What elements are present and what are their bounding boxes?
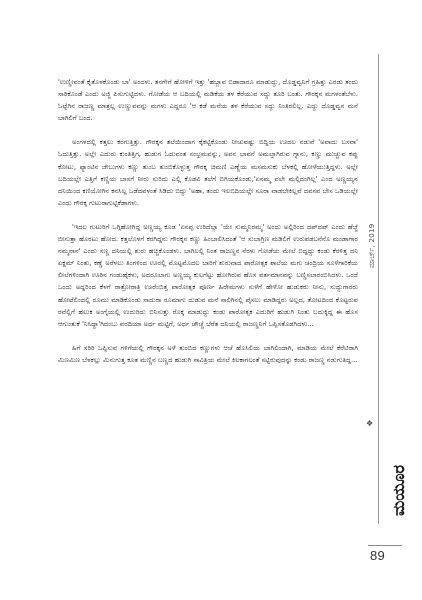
mayura-logo (386, 440, 408, 518)
logo-text: ಮಯೂರ (389, 464, 408, 516)
page-number: 89 (370, 548, 386, 563)
sidebar-divider (378, 54, 379, 524)
footer-divider (368, 545, 402, 546)
article-body (58, 76, 358, 366)
paragraph-3: 'ಇದಲ ಗುಟುರಿಗೆ ಒಗ್ಗಿಹೋಗಿದ್ದ ಅಣ್ಣಯ್ಯ ಕೂಡ 'ಏನಪ್ಪ ಉರಿದೆಲ್ಲಾ 'ಯೇ ಸುಮ್ಮನಿರಮ್ಮ' ಅಂದು ಅಲ್ಲಿರಿಂದ ದಪ್‌ದಪ್ ಎಂದು ಹೆಜ್ಜೆ ಬೀಸುತ್ತಾ ಹೊರಟು ಹೋದ. ಕತ್ತಲೊಳಗೆ ಕರಗಿದ್ದನು ಗೌರಕ್ಕನ ಕಣ್ಣು ಹಿಂಬಾಲಿಸಿದಂತೆ 'ಆ ಸುಬಾಗ್ರಿಣ ಮಡಿಲಿಗೆ ಉರುಪಡಬನೆನೊ ಮಂಡಾಗಾರ ನಮ್ಮನಾನ' ಎಂದು ಸಣ್ಣ ದನಿಯಲ್ಲಿ ಶುರು ಹಚ್ಚಿಕೊಂಡಳು. ಬಾಗಿಲಲ್ಲಿ ನಿಂತ ರಾಜಣ್ಣನ ನೆರಳು ಗೋಡೆಯ ಮೇಲೆ ಬಿದ್ದದ್ದು ಕಂಡು ಕೆರಳಿತ್ತ ದನಿ ಏಕ್ದಮ್ ನಿಂತು, ಕಣ್ಣೆ ಅರೆಳಲು ತಿಂಗಳಿಂದ ಊರಲ್ಲಿ ಮೊಟ್ಟಮೊದಲ ಬಾರಿಗೆ ಶುರುವಾದ ಪಾರೋತ್ಸಕ ಶಾಲೆಯ ಮಗು ಚಂದ್ರಿಯ ಸೂಳೆಗಾರಿಕೆಯ ಲೀಲೆಗಳಿಂದಾಗಿ ಊರಿನ ಗಂಡುಹೈಕಳು, ಅದರೂಲಾಗು ಅಣ್ಣಯ್ಯ ಕುಲಗೆಟ್ಟು ಹೋಗಿರುವ ಹೊಸ ವರ್ತಮಾನವನ್ನು ಬಣ್ಣಿಸಲಾರಂಬಿಸಿದಳು. ಒಂದೆ ಒಂದು ಅದ್ದರಿಂದ ಕೆಳಗೆ ರಾತ್ರೋರಾತ್ರಿ ಊರೆಂಬಿತ್ತ ಪಾರೋತ್ಸಕ ಪೂರ್ಣ ಹಿರೇಮಗಳು ಸುಳೆಗೆ ಹೇಳೋ ಹುಡುಕರು ನೀನು, ಸುದ್ದುಗಾರರು ಹೋಟೆಲಿಂದಲ್ಲಿ ರೂಮು ಮಾಡಿಕೊಂಡು ಸಾದುರಾ ರೂಮಾಗು ದುಡುವ ಮನೆ ಸಾಲಿಗಿನಲ್ಲಿ ಪೈಸಲು ಮಾಡಿದ್ದರು ಅಲ್ಲದ, ತೋಟದಿಂದ ಕೊಟ್ಟರುವ ರವೆಲ್ಲಿಗೆ ಹಲುಕ ಅಂಗೈಯಲ್ಲಿ ಉದುರಿದು ಬಿನಿಸುತ್ತು ರೊಕ್ಕ ಮಾಡುದ್ದು ಕಂಡು ಪಾರೋತ್ಸಕ ಎದುರಿಗೆ ಹುಡುಗಿ ನಿಂತು ಬದುಕ್ಕಿದ್ದ ಈ ಹೊಸ ಆಗುಂತುಕೆ 'ನಿಸಿದ್ಧಾ'ಗಿದಂಬು ವರದಿಯಾ ಅರ್ಧ ಮಟ್ಟಿಗೆ, ಅರ್ಧ ಚೌಚ್ಚೆ ಬೆರೆತ ದನಿಯಲ್ಲಿ ರಾಜಣ್ಣನಿಗೆ ಒಪ್ಪಿಸತೊಡಗಿದಳು... (58, 222, 358, 328)
paragraph-2: ಅಂಗಳದಲ್ಲಿ ಕತ್ತಲು ಕರಗುತ್ತಿತ್ತು. ಗೌರಕ್ಕನ ತಲೆಯಿಂದಾಗ ಕೈಕಟ್ಟಿಕೊಂಡು ನೀಚುವಷ್ಟು ಬಿದ್ದಿಯ ಊದಲ ನಡುವೆ 'ಅವಾದು ಬಸವಾ' ಓದುತ್ತಿತ್ತು. ಅಲ್ಲೇ ಎದುರು ಕುಂತಿತ್ತಿಗ, ಹುಡುಗ ಓದುವಂತ ಸಂಭ್ರಮವನ್ನು, ಅವನ ಭಾವನೆ ಅಮಲ್ತಾಗಿರುವ ಗ್ನಾನು, ಕಣ್ಣು ಮುಚ್ಚುವ ಕಪ್ಪು ಕೋಟು, ಫ್ಯಾಂಟಿನ ಜೇಬುಗಳು ಕಣ್ಣು ತುಂಬ ತುಂಬಿಕೊಳ್ಳುತ್ತ ಗೌರಕ್ಕ ಚಿಮಣಿ ಎಣ್ಣೆಯ ಮಸಮಸುಕು ಬೆಳಕಲ್ಲಿ ಹೋಳೆಯುತ್ತಿದ್ದಳು. ಅಲ್ಲೇ ಬದಿಯಲ್ಲೇ ಎತ್ತಿಗೆ ಕಣ್ಣಿಯ ಬಾಸಗೆ ನೀರು ಸುರಿದು ಎಲ್ಲಿ ಕೊಡವಿ ತಲೆಗೆ ಬಿಗಿಯಕೊಂಡು,'ಏನಮ್ಮ ವಲೇ ಮಲ್ಗಿದಂಗಿಲ್ಲ' ಎಂದ ಅಣ್ಣಯ್ಯನ ದನಿಯಿಂದ ಕಣಿಯೋಗಿನ ಕನಸಿಲ್ಲ ಒಡೆದವಳಂತೆ ಸಿಡಿದು ಬಿದ್ದು 'ಅಹಾ, ತಂದು ಇಲಬಿದಿಯಲ್ಲೇ ಸೂರಾ ವಾಡಬೇಕಿಲ್ಲವೆ ದವಸವ ಬೇಸ ಒಡಿಯಲ್ಲೇ ಎಂದು ಗೌರಕ್ಕ ಗುಟುರಾಗುಟ್ಟಿಕೆಡಾಗಳು. (58, 138, 358, 207)
issue-date: ಮಾರ್ಚ್, 2019 (368, 223, 376, 268)
paragraph-4: ಹಿಗೆ ಸರಿರಿ ಒಪ್ಪಿಸುವ ಗಳಿಗೆಯಲ್ಲಿ ಗೌರಕ್ಕನ ಅಳೆ ತುಂಬಿದ ಕಣ್ಣುಗಳು ಆಚೆ ಹೊಸಿಲಿಯ ಬಾಗಿಲಿಂದಾಗಿ, ಮಾಡಿಯ ಮೇಲೆ ಕೆರೆಟಿರಾಗಿ ಮಿಣಮಿಣ ಬೆಳಕಲ್ಲು ಮಿನುಗುತ್ತ ಕೂತ ಮಣ್ಣಿನ ಬಣ್ಣದ ಹುಡುಗಿ ಸಾವಿತ್ರಿಯ ಮೇಲೆ ಕಿಲಕಾಗಲಂತೆ ಸಟ್ಟಿರುವುದನ್ನು ಕಂಡು ರಾಜಣ್ಣ ನಡುಗುತಿದ್ದ... (58, 343, 358, 364)
paragraph-1: 'ಉಣ್ಣೀವಂತೆ ಕೈತೊಳಕೊಂಡು ಬಾ' ಅಂದಳು. ತನಗೇಗೆ ಹೋಳಿಗೆ ಇತ್ತು 'ಹಬ್ಬಾವ ಬಿಡಾದಾರೂ ಮಾಡುದ್ದು, ದೊಡ್ಡವ್ವನಿಗೆ ಗ್ರಹಿತ್ತು ಎರಡು ತಂದು ಸಾರಿಕೊಂಡೆ ಎಂದು ಅಜ್ಜಿ ಪಿಸುಗುಟ್ಟಿದಳು. ಗೋಡೆಯ ಆ ಬದಿಯಲ್ಲಿ ಮಡಿಕೆಯ ತಳ ಕೆರೆಯುವ ಸದ್ದು ತೂರಿ ಬಂತು. ಗೌರಕ್ಕನ ಮಗಳಂತೆಬೆಳು. ಓಟ್ಟೆಗಿನ ರಾಜಣ್ಣ ಮಾತ್ರಲ್ಲ ಉಣ್ಣುವವನ್ನು ಮಗಳು ಎದ್ದರೂ 'ಆ ಕಡೆ ಮನೆಯ ತಳ ಕೆರೆಯುವ ಸದ್ದು ನಿಂತಿರಲಿಲ್ಲ. ಎದ್ದು ದೊಡ್ಡವ್ವನ ಮನೆ ಬಾಗಿಲಿಗೆ ಬಂದ. (58, 78, 358, 123)
ornament-icon: ❖ (366, 419, 374, 428)
